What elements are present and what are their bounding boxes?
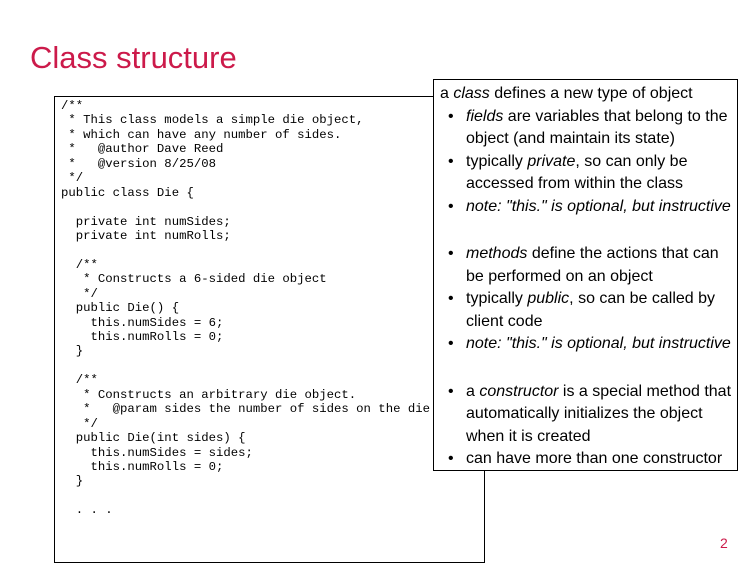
code-line: /** <box>61 99 84 113</box>
intro-rest: defines a new type of object <box>489 85 693 102</box>
constructor-bullet-list <box>440 381 740 471</box>
code-line: */ <box>61 171 84 186</box>
bullet-icon: • <box>448 290 454 307</box>
code-line: this.numSides = 6; <box>61 315 224 330</box>
bullet-item <box>440 151 740 196</box>
code-line: * Constructs an arbitrary die object. <box>61 387 357 402</box>
code-line <box>61 243 430 257</box>
code-line: * @param sides the number of sides on the die <box>61 402 430 417</box>
code-line: * @author Dave Reed <box>61 142 224 157</box>
code-line: private int numRolls; <box>61 228 231 243</box>
intro-prefix: a <box>440 85 454 102</box>
bullet-text: , so can only be accessed from within the class <box>466 152 688 192</box>
bullet-item <box>440 288 740 333</box>
bullet-term: public <box>527 290 570 307</box>
bullet-text: define the actions that can be performed on an object <box>466 245 719 285</box>
bullet-term: constructor <box>479 382 559 400</box>
bullet-text: are variables that belong to the object (and maintain its state) <box>466 107 728 147</box>
fields-bullet-list <box>440 106 740 219</box>
bullet-item <box>440 448 740 471</box>
notes-panel <box>440 83 740 471</box>
code-line <box>61 359 430 373</box>
code-line: } <box>61 344 84 359</box>
bullet-note: note: "this." is optional, but instructive <box>466 197 731 215</box>
intro-term: class <box>453 85 490 102</box>
code-line: * @version 8/25/08 <box>61 156 216 171</box>
slide-title: Class structure <box>30 40 237 75</box>
bullet-text: is a special method that automatically initializes the object when it is created <box>466 382 732 445</box>
bullet-note: note: "this." is optional, but instructive <box>466 335 731 352</box>
bullet-text: typically <box>466 290 528 307</box>
code-line: public Die(int sides) { <box>61 431 246 446</box>
code-line: } <box>61 474 84 489</box>
bullet-icon: • <box>448 107 454 125</box>
code-line: private int numSides; <box>61 214 231 229</box>
code-line <box>61 489 430 503</box>
code-line: public Die() { <box>61 301 180 316</box>
code-line: * Constructs a 6-sided die object <box>61 272 327 287</box>
code-panel <box>54 96 485 563</box>
bullet-term: fields <box>466 107 504 125</box>
bullet-term: private <box>527 152 576 170</box>
bullet-item <box>440 381 740 449</box>
class-definition-line <box>440 83 740 106</box>
code-line: */ <box>61 286 98 301</box>
code-line: /** <box>61 257 98 272</box>
code-line: this.numRolls = 0; <box>61 330 224 344</box>
code-line: public class Die { <box>61 185 194 200</box>
code-line: /** <box>61 373 98 388</box>
bullet-icon: • <box>448 335 454 352</box>
page-number: 2 <box>720 535 728 551</box>
bullet-icon: • <box>448 152 454 170</box>
code-line: * This class models a simple die object, <box>61 113 364 128</box>
bullet-item <box>440 243 740 288</box>
bullet-term: methods <box>466 245 528 262</box>
bullet-item <box>440 333 740 356</box>
bullet-item <box>440 196 740 219</box>
bullet-text: a <box>466 382 480 400</box>
code-line <box>61 200 430 214</box>
bullet-text: can have more than one constructor <box>466 450 723 467</box>
code-line: * which can have any number of sides. <box>61 127 342 142</box>
bullet-text: typically <box>466 152 528 170</box>
bullet-text: , so can be called by client code <box>466 290 716 330</box>
bullet-icon: • <box>448 197 454 215</box>
code-listing <box>61 99 430 518</box>
methods-bullet-list <box>440 243 740 356</box>
code-line: */ <box>61 416 98 431</box>
bullet-icon: • <box>448 450 454 467</box>
bullet-icon: • <box>448 245 454 262</box>
code-line: this.numRolls = 0; <box>61 459 224 474</box>
bullet-item <box>440 106 740 151</box>
bullet-icon: • <box>448 382 454 400</box>
code-line: this.numSides = sides; <box>61 445 253 460</box>
code-line: . . . <box>61 503 113 518</box>
